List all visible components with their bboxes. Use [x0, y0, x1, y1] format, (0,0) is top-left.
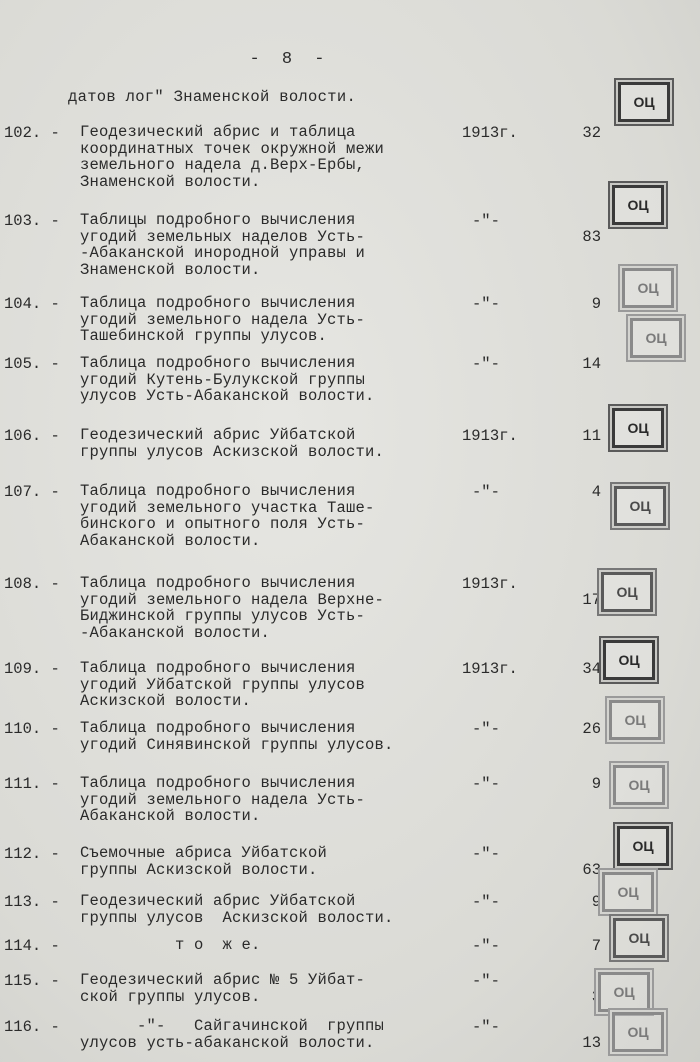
entry-year: -"-	[472, 295, 500, 313]
entry-number: 108. -	[4, 575, 60, 593]
entry-number: 112. -	[4, 845, 60, 863]
entry-description: -"- Сайгачинской группы улусов усть-абаканской волости.	[80, 1017, 385, 1052]
entry-year: 1913г.	[462, 660, 518, 678]
entry-year: -"-	[472, 775, 500, 793]
entry-page-count: 11	[582, 427, 601, 445]
archive-stamp: ОЦ	[612, 408, 664, 448]
entry-number: 111. -	[4, 775, 60, 793]
entry-page-count: 3	[591, 988, 601, 1006]
entry-description: Таблица подробного вычисления угодий земельного участка Таше- бинского и опытного поля Усть- Абаканской волости.	[80, 482, 375, 550]
entry-description: Таблица подробного вычисления угодий земельного надела Усть- Абаканской волости.	[80, 774, 366, 825]
entry-description: Геодезический абрис Уйбатской группы улусов Аскизской волости.	[80, 426, 385, 461]
entry-number: 102. -	[4, 124, 60, 142]
entry-description: Таблицы подробного вычисления угодий земельных наделов Усть- -Абаканской инородной управы и Знаменской волости.	[80, 211, 366, 279]
archive-stamp: ОЦ	[598, 972, 650, 1012]
archive-stamp: ОЦ	[630, 318, 682, 358]
archive-stamp: ОЦ	[603, 640, 655, 680]
entry-page-count: 34	[582, 660, 601, 678]
entry-year: 1913г.	[462, 427, 518, 445]
entry-number: 104. -	[4, 295, 60, 313]
archive-stamp: ОЦ	[614, 486, 666, 526]
archive-stamp: ОЦ	[601, 572, 653, 612]
archive-stamp: ОЦ	[612, 185, 664, 225]
page-number: - 8 -	[249, 50, 331, 69]
archive-stamp: ОЦ	[602, 872, 654, 912]
entry-number: 103. -	[4, 212, 60, 230]
continuation-line: датов лог" Знаменской волости.	[68, 88, 357, 106]
entry-number: 109. -	[4, 660, 60, 678]
entry-year: 1913г.	[462, 575, 518, 593]
archive-stamp: ОЦ	[609, 700, 661, 740]
entry-year: -"-	[472, 937, 500, 955]
entry-number: 107. -	[4, 483, 60, 501]
entry-page-count: 7	[591, 937, 601, 955]
entry-description: Геодезический абрис Уйбатской группы улусов Аскизской волости.	[80, 892, 394, 927]
entry-description: Таблица подробного вычисления угодий Уйбатской группы улусов Аскизской волости.	[80, 659, 366, 710]
entry-page-count: 9	[591, 295, 601, 313]
entry-page-count: 9	[591, 893, 601, 911]
entry-year: -"-	[472, 972, 500, 990]
entry-number: 115. -	[4, 972, 60, 990]
entry-year: -"-	[472, 483, 500, 501]
entry-year: -"-	[472, 845, 500, 863]
entry-page-count: 4	[591, 483, 601, 501]
entry-page-count: 14	[582, 355, 601, 373]
entry-number: 113. -	[4, 893, 60, 911]
archive-stamp: ОЦ	[618, 82, 670, 122]
entry-page-count: 13	[582, 1034, 601, 1052]
entry-number: 116. -	[4, 1018, 60, 1036]
entry-year: 1913г.	[462, 124, 518, 142]
entry-description: Геодезический абрис № 5 Уйбат- ской группы улусов.	[80, 971, 366, 1006]
entry-page-count: 17	[582, 591, 601, 609]
entry-description: т о ж е.	[80, 936, 261, 954]
entry-description: Таблица подробного вычисления угодий Кутень-Булукской группы улусов Усть-Абаканской волости.	[80, 354, 375, 405]
entry-number: 114. -	[4, 937, 60, 955]
entry-year: -"-	[472, 720, 500, 738]
archive-stamp: ОЦ	[622, 268, 674, 308]
entry-year: -"-	[472, 893, 500, 911]
archive-stamp: ОЦ	[613, 765, 665, 805]
entry-year: -"-	[472, 355, 500, 373]
entry-description: Таблица подробного вычисления угодий земельного надела Верхне- Биджинской группы улусов Усть- -Абаканской волости.	[80, 574, 385, 642]
entry-page-count: 26	[582, 720, 601, 738]
entry-page-count: 32	[582, 124, 601, 142]
archive-stamp: ОЦ	[617, 826, 669, 866]
entry-year: -"-	[472, 1018, 500, 1036]
entry-page-count: 83	[582, 228, 601, 246]
entry-number: 106. -	[4, 427, 60, 445]
archive-stamp: ОЦ	[613, 918, 665, 958]
entry-description: Съемочные абриса Уйбатской группы Аскизской волости.	[80, 844, 328, 879]
entry-page-count: 63	[582, 861, 601, 879]
entry-page-count: 9	[591, 775, 601, 793]
entry-number: 110. -	[4, 720, 60, 738]
entry-number: 105. -	[4, 355, 60, 373]
entry-description: Таблица подробного вычисления угодий земельного надела Усть- Ташебинской группы улусов.	[80, 294, 366, 345]
entry-description: Геодезический абрис и таблица координатных точек окружной межи земельного надела д.Верх-Ербы, Знаменской волости.	[80, 123, 385, 191]
archive-stamp: ОЦ	[612, 1012, 664, 1052]
entry-description: Таблица подробного вычисления угодий Синявинской группы улусов.	[80, 719, 394, 754]
entry-year: -"-	[472, 212, 500, 230]
